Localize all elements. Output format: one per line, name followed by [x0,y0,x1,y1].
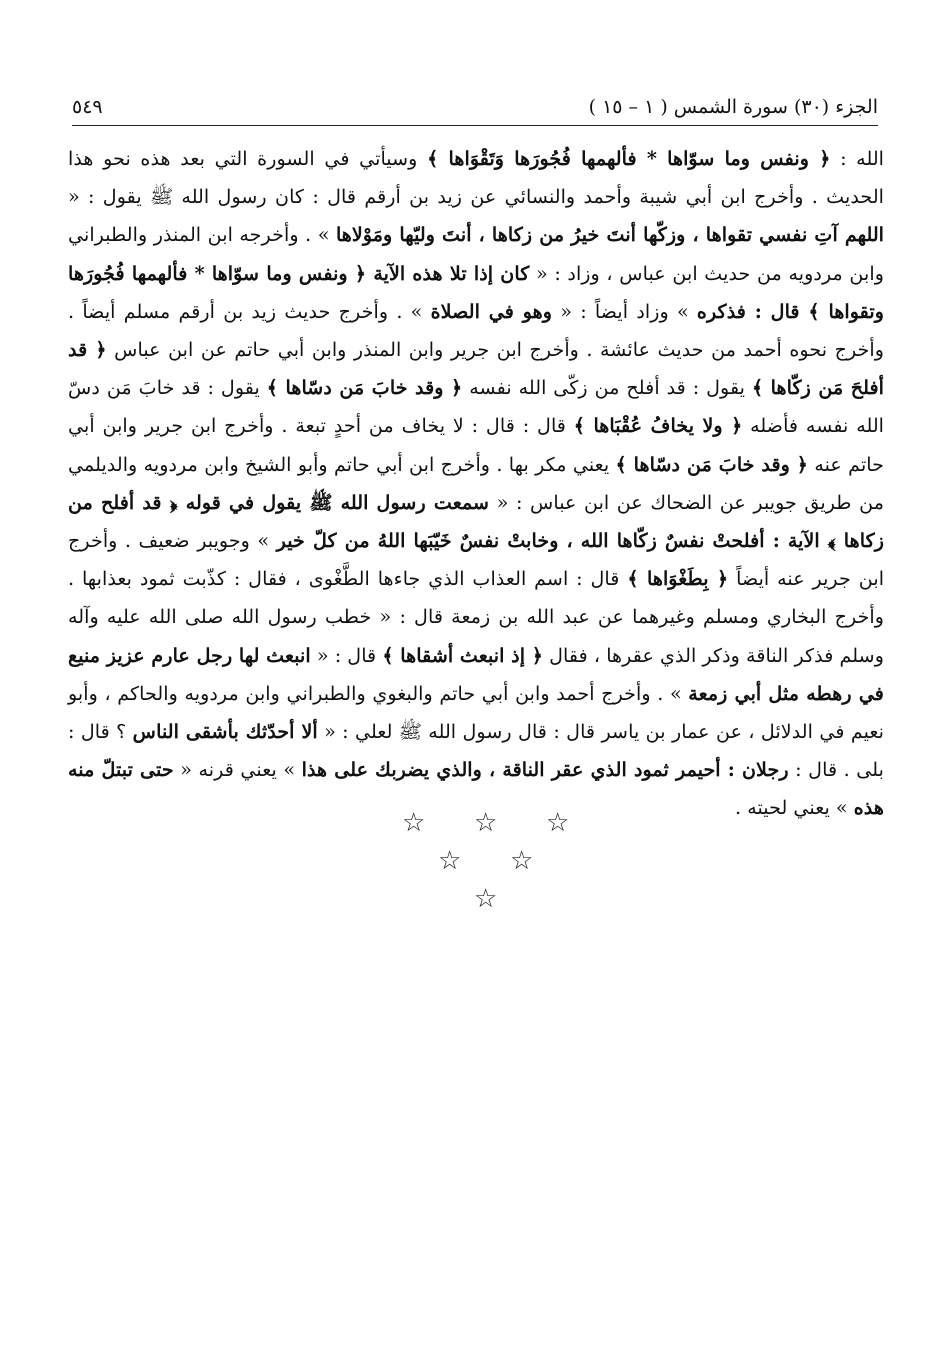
quoted-text: وهو في الصلاة [430,299,553,323]
text-run: وسيأتي في السورة التي بعد هذه نحو هذا الحديث . وأخرج ابن أبي شيبة وأحمد والنسائي عن زيد بن أرقم قال : كان رسول الله ﷺ يقول : « [68,147,884,209]
page-number: ٥٤٩ [72,96,103,118]
quoted-text: ﴿ ونفس وما سوّاها * فألهمها فُجُورَها وَتَقْوَاها ﴾ [427,147,831,170]
text-run: قال : قال : لا يخاف من أحدٍ تبعة . وأخرج ابن جرير وابن أبي حاتم عنه [68,414,884,476]
text-run: » . وأخرجه ابن المنذر والطبراني وابن مردويه من حديث ابن عباس ، وزاد : « [68,223,884,285]
star-icon: ☆ [438,846,462,876]
text-run: يقول : قد أفلح من زكّى الله نفسه [462,376,752,400]
header-rule [72,125,878,126]
text-run: يعني مكر بها . وأخرج ابن أبي حاتم وأبو الشيخ وابن مردويه والديلمي من طريق جويبر عن الضحاك عن ابن عباس : « [68,452,884,514]
quoted-text: اللهم آتِ نفسي تقواها ، وزكّها أنتَ خيرُ من زكاها ، أنتَ وليّها ومَوْلاها [335,223,884,247]
star-icon: ☆ [510,846,534,876]
text-run: » . وأخرج أحمد وابن أبي حاتم والبغوي والطبراني وابن مردويه والحاكم ، وأبو نعيم في الدلائل ، عن عمار بن ياسر قال : قال رسول الله ﷺ لعلي : « [68,681,884,744]
quoted-text: ألا أحدّثك بأشقى الناس [132,720,318,744]
star-icon: ☆ [474,808,498,838]
quoted-text: سمعت رسول الله ﷺ يقول في قوله ﴿ قد أفلح من زكاها ﴾ الآية : أفلحتْ نفسٌ زكّاها الله ، وخابتْ نفسٌ خَيّبَها اللهُ من كلّ خير [68,490,884,553]
text-run: يقول : قد خابَ مَن دسّ الله نفسه فأضله [68,376,885,438]
text-run: الله : [830,147,884,170]
quoted-text: حتى تبتلّ منه هذه [68,758,884,820]
text-run: » يعني قرنه « [173,758,302,782]
main-text [68,140,884,828]
quoted-text: رجلان : أحيمر ثمود الذي عقر الناقة ، والذي يضربك على هذا [301,758,789,782]
star-icon: ☆ [402,808,426,838]
quoted-text: كان إذا تلا هذه الآية ﴿ ونفس وما سوّاها * فألهمها فُجُورَها وتقواها ﴾ قال : فذكره [68,261,884,323]
quoted-text: ﴿ وقد خابَ مَن دسّاها ﴾ [266,376,463,400]
quoted-text: ﴿ إذ انبعث أشقاها ﴾ [382,643,543,667]
quoted-text: ﴿ ولا يخافُ عُقْبَاها ﴾ [573,414,743,438]
running-header [72,92,878,126]
quoted-text: ﴿ قد أفلحَ مَن زكّاها ﴾ [68,338,885,400]
text-run: » وجويبر ضعيف . وأخرج ابن جرير عنه أيضاً [68,529,885,591]
text-run: » يعني لحيته . [735,796,854,820]
text-run: قال : اسم العذاب الذي جاءها الطَّغْوى ، فقال : كذّبت ثمود بعذابها . وأخرج البخاري ومسلم وغيرهما عن عبد الله بن زمعة قال : « خطب رسول الله صلى الله عليه وآله وسلم فذكر الناقة وذكر الذي عقرها ، فقال [68,567,884,667]
section-separator [380,808,580,918]
text-run: » وزاد أيضاً : « [552,299,697,323]
text-run: » . وأخرج حديث زيد بن أرقم مسلم أيضاً . وأخرج نحوه أحمد من حديث عائشة . وأخرج ابن جرير وابن المنذر وابن أبي حاتم عن ابن عباس [68,299,884,362]
body-paragraph [68,140,884,828]
quoted-text: ﴿ بِطَغْوَاها ﴾ [627,567,729,591]
quoted-text: انبعث لها رجل عارم عزيز منيع في رهطه مثل أبي زمعة [68,643,884,705]
star-icon: ☆ [546,808,570,838]
text-run: ؟ قال : بلى . قال : [68,720,884,782]
text-run: قال : « [310,643,383,667]
star-icon: ☆ [474,884,498,914]
quoted-text: ﴿ وقد خابَ مَن دسّاها ﴾ [615,452,809,476]
header-title: الجزء (٣٠) سورة الشمس ( ١ – ١٥ ) [588,96,878,118]
